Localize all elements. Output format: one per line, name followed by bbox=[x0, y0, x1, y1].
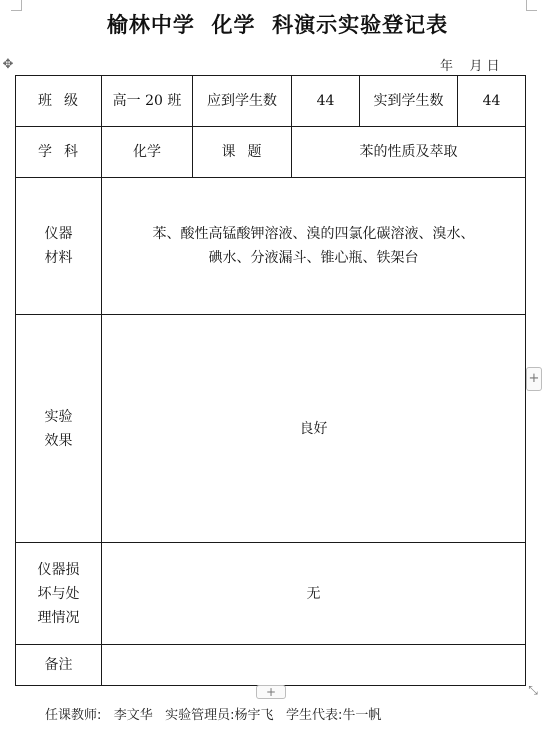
damage-label-line3: 理情况 bbox=[37, 609, 80, 626]
table-row bbox=[16, 645, 526, 686]
equipment-value-cell[interactable] bbox=[102, 178, 526, 315]
equipment-label-line1: 仪器 bbox=[44, 226, 73, 242]
table-row bbox=[16, 127, 526, 178]
signature-footer: 任课教师: 李文华 实验管理员:杨宇飞 学生代表:牛一帆 bbox=[45, 708, 382, 723]
remarks-label-cell bbox=[16, 645, 102, 686]
registration-table bbox=[15, 75, 526, 686]
class-value-cell[interactable] bbox=[102, 76, 193, 127]
class-value: 高一 20 班 bbox=[112, 93, 182, 109]
topic-value-cell[interactable] bbox=[292, 127, 526, 178]
subject-label: 学 科 bbox=[38, 144, 79, 160]
table-resize-icon[interactable]: ⤡ bbox=[528, 683, 538, 697]
add-row-button[interactable]: + bbox=[256, 685, 286, 699]
table-row bbox=[16, 315, 526, 543]
document-title: 榆林中学 化学 科演示实验登记表 bbox=[106, 13, 449, 37]
actual-students-value-cell[interactable] bbox=[458, 76, 526, 127]
table-move-handle-icon[interactable]: ✥ bbox=[2, 57, 14, 72]
topic-value: 苯的性质及萃取 bbox=[359, 144, 458, 160]
damage-label-line1: 仪器损 bbox=[37, 561, 80, 578]
subject-value-cell[interactable] bbox=[102, 127, 193, 178]
result-label-cell bbox=[16, 315, 102, 543]
equipment-value-line2: 碘水、分液漏斗、锥心瓶、铁架台 bbox=[208, 250, 419, 266]
topic-label-cell bbox=[193, 127, 292, 178]
result-value-cell[interactable] bbox=[102, 315, 526, 543]
damage-value-cell[interactable] bbox=[102, 543, 526, 645]
equipment-label-cell bbox=[16, 178, 102, 315]
remarks-label: 备注 bbox=[44, 657, 73, 673]
equipment-value-line1: 苯、酸性高锰酸钾溶液、溴的四氯化碳溶液、溴水、 bbox=[152, 226, 475, 242]
table-row bbox=[16, 543, 526, 645]
damage-value: 无 bbox=[306, 585, 321, 602]
expected-students-label-cell bbox=[193, 76, 292, 127]
expected-students-value-cell[interactable] bbox=[292, 76, 360, 127]
expected-students-value: 44 bbox=[316, 93, 335, 109]
date-line: 年 月 日 bbox=[440, 59, 500, 74]
class-label: 班 级 bbox=[38, 93, 79, 109]
subject-label-cell bbox=[16, 127, 102, 178]
equipment-label-line2: 材料 bbox=[44, 250, 73, 266]
damage-label-cell bbox=[16, 543, 102, 645]
result-label-line1: 实验 bbox=[44, 408, 73, 425]
actual-students-label-cell bbox=[360, 76, 458, 127]
class-label-cell bbox=[16, 76, 102, 127]
table-row bbox=[16, 76, 526, 127]
result-value: 良好 bbox=[299, 420, 328, 437]
damage-label-line2: 坏与处 bbox=[37, 585, 80, 602]
result-label-line2: 效果 bbox=[44, 432, 73, 449]
actual-students-label: 实到学生数 bbox=[373, 93, 444, 109]
remarks-value-cell[interactable] bbox=[102, 645, 526, 686]
expected-students-label: 应到学生数 bbox=[207, 93, 277, 109]
table-row bbox=[16, 178, 526, 315]
actual-students-value: 44 bbox=[482, 93, 501, 109]
add-column-button[interactable]: + bbox=[526, 367, 542, 391]
subject-value: 化学 bbox=[133, 144, 161, 160]
topic-label: 课 题 bbox=[221, 144, 263, 160]
